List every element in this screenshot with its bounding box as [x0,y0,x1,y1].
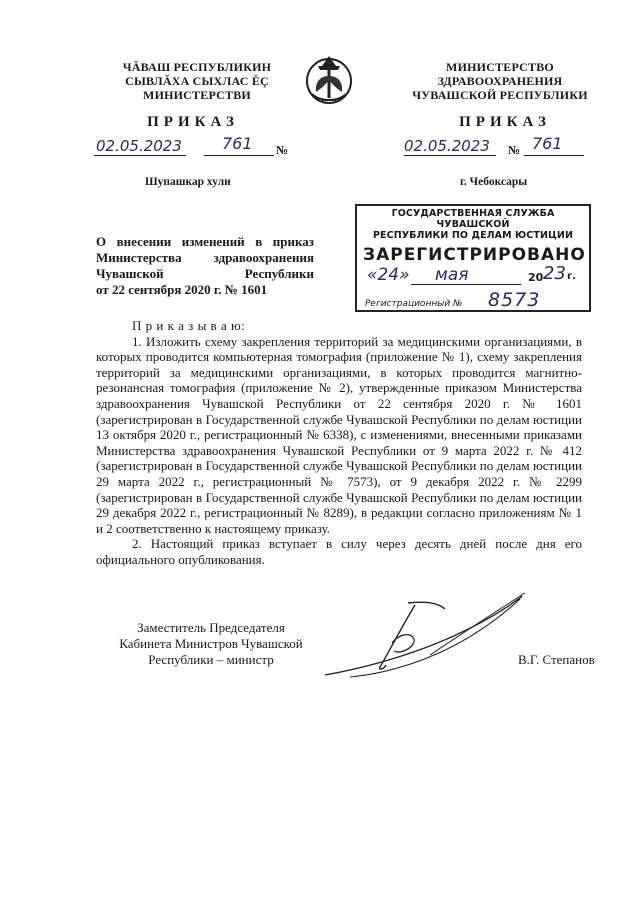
number-right: 761 [532,134,563,153]
header-right [400,60,600,102]
stamp-year-suffix: 23 [543,263,566,284]
stamp-year-prefix: 20 [528,271,544,284]
city-right: г. Чебоксары [460,176,528,188]
number-left: 761 [222,134,253,153]
order-word-left: ПРИКАЗ [147,114,239,130]
date-right: 02.05.2023 [404,137,490,155]
stamp-reg-line [467,311,567,312]
title-line-2: Министерства здравоохранения [96,250,314,265]
title-line-1: О внесении изменений в приказ [96,234,314,249]
position-line-1: Заместитель Председателя [137,620,285,635]
header-right-line-2: ЗДРАВООХРАНЕНИЯ [437,74,563,88]
body-paragraph-1: 1. Изложить схему закрепления территорий за медицинскими организациями, в которых проводится компьютерная томография (приложение № 1), схему закрепления территорий за медицинскими организациями, в которых проводится магнитно-резонансная томография (приложение № 2), утвержденные приказом Министерства здравоохранения Чувашской Республики от 22 сентября 2020 г. № 1601 (зарегистрирован в Государственной службе Чувашской Республики по делам юстиции 13 октября 2020 г., регистрационный № 6338), с изменениями, внесенными приказами Министерства здравоохранения Чувашской Республики от 9 марта 2022 г. № 412 (зарегистрирован в Государственной службе Чувашской Республики по делам юстиции 29 марта 2022 г., регистрационный № 7573), от 9 декабря 2022 г. № 2299 (зарегистрирован в Государственной службе Чувашской Республики по делам юстиции 29 декабря 2022 г., регистрационный № 8289), в редакции согласно приложениям № 1 и 2 соответственно к настоящему приказу. [96,333,582,536]
city-left: Шупашкар хули [145,176,231,188]
stamp-registered: ЗАРЕГИСТРИРОВАНО [363,245,586,265]
document-title [96,234,314,298]
title-line-4: от 22 сентября 2020 г. № 1601 [96,282,268,297]
stamp-day: «24» [367,265,410,285]
number-sign-left: № [276,143,289,157]
title-line-3: Чувашской Республики [96,266,314,281]
stamp-reg-number: 8573 [488,289,541,311]
stamp-line-2: РЕСПУБЛИКИ ПО ДЕЛАМ ЮСТИЦИИ [372,230,574,241]
date-line-left [94,155,186,156]
registration-stamp [355,204,591,312]
header-right-line-1: МИНИСТЕРСТВО [446,60,554,74]
signatory-name: В.Г. Степанов [518,652,595,667]
number-line-right [524,155,584,156]
header-left-line-1: ЧĂВАШ РЕСПУБЛИКИН [122,60,272,74]
stamp-year-g: г. [567,271,577,282]
position-line-2: Кабинета Министров Чувашской [119,636,303,651]
position-line-3: Республики – министр [148,652,274,667]
stamp-month-line [411,284,521,285]
handwritten-signature [320,585,540,685]
document-body [96,318,582,568]
header-left-line-3: МИНИСТЕРСТВИ [143,88,251,102]
stamp-line-1: ГОСУДАРСТВЕННАЯ СЛУЖБА ЧУВАШСКОЙ [391,208,555,230]
header-left-line-2: СЫВЛĂХА СЫХЛАС ĔÇ [125,74,269,88]
body-paragraph-2: 2. Настоящий приказ вступает в силу через десять дней после дня его официального опубликования. [96,536,582,567]
chuvashia-emblem-icon [298,48,360,110]
date-left: 02.05.2023 [96,137,182,155]
stamp-reg-label: Регистрационный № [365,299,463,309]
header-right-line-3: ЧУВАШСКОЙ РЕСПУБЛИКИ [412,88,588,102]
stamp-month: мая [435,265,469,285]
number-sign-right: № [508,143,521,157]
signatory-position [96,620,326,668]
header-left [92,60,302,102]
date-line-right [404,155,496,156]
order-word-right: ПРИКАЗ [459,114,551,130]
number-line-left [204,155,274,156]
body-intro: П р и к а з ы в а ю: [132,318,246,333]
